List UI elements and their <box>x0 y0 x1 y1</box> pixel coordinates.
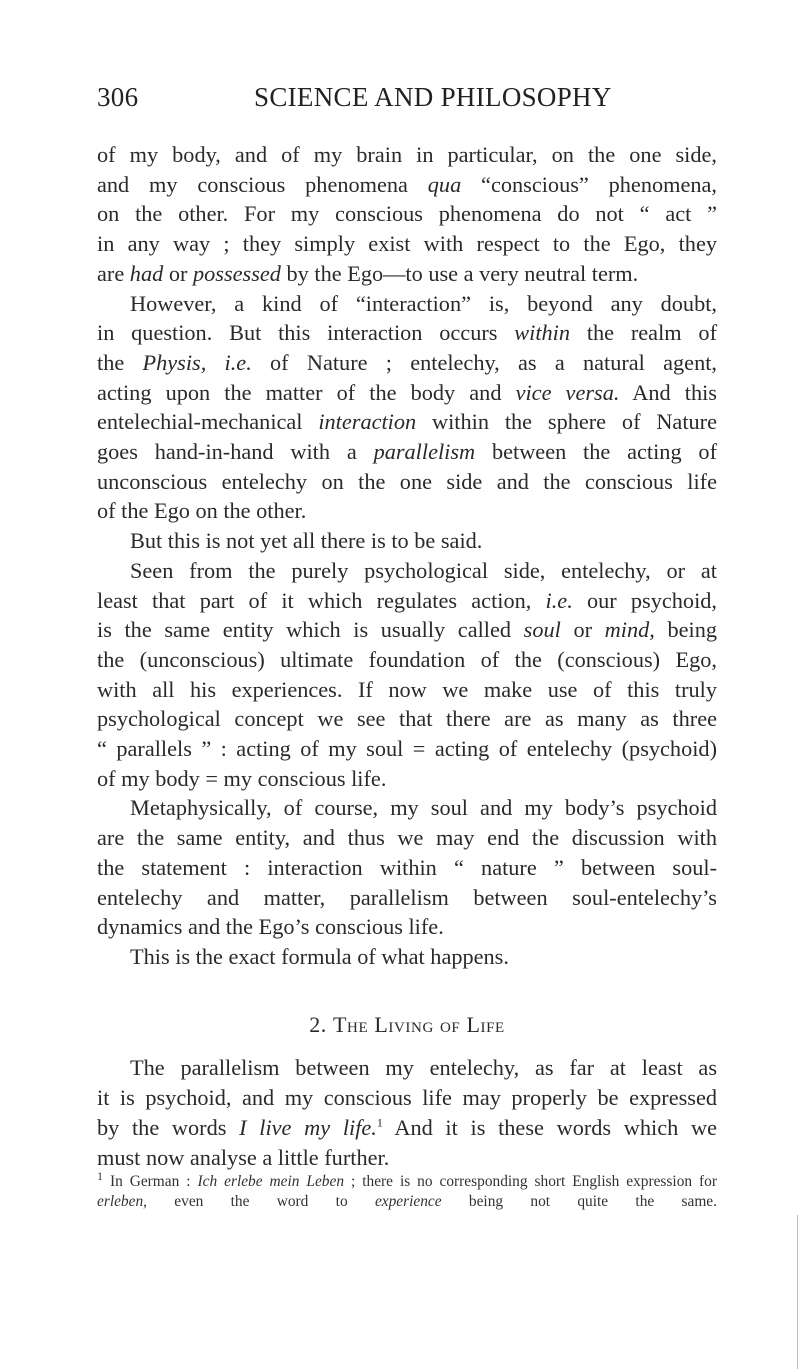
page-body <box>97 140 717 1212</box>
italic-text: erleben, <box>97 1193 147 1211</box>
text-line <box>97 348 717 378</box>
text-run: or <box>163 260 193 286</box>
text-run: of my body, and of my brain in particular, on the one side, <box>97 142 717 167</box>
text-run: the (unconscious) ultimate foundation of the (conscious) Ego, <box>97 646 717 672</box>
text-line <box>97 140 717 170</box>
text-run: by the Ego—to use a very neutral term. <box>280 260 639 286</box>
text-line <box>97 259 717 289</box>
text-run: But this is not yet all there is to be said. <box>130 528 483 554</box>
text-run: being <box>654 617 718 643</box>
text-run: of the Ego on the other. <box>97 498 307 524</box>
footnote <box>97 1169 717 1212</box>
text-line <box>97 318 717 348</box>
text-line <box>97 734 717 764</box>
text-run: is the same entity which is usually called <box>97 617 524 643</box>
text-run: acting upon the matter of the body and <box>97 379 516 405</box>
italic-text: possessed <box>192 260 281 286</box>
text-run: In German : <box>103 1173 198 1191</box>
text-line <box>97 1143 717 1173</box>
body-text-block <box>97 140 717 972</box>
text-line <box>97 675 717 705</box>
text-run: by the words <box>97 1114 240 1140</box>
text-line <box>97 467 717 497</box>
text-run: And it is these words which we <box>382 1114 717 1140</box>
text-run: “ parallels ” : acting of my soul = acting of entelechy (psychoid) <box>97 736 717 762</box>
footnote-marker: 1 <box>97 1169 103 1184</box>
italic-text: i.e. <box>545 587 573 613</box>
text-line <box>97 289 717 319</box>
text-run: unconscious entelechy on the one side and the conscious life <box>97 468 717 494</box>
text-run: dynamics and the Ego’s conscious life. <box>97 914 444 940</box>
text-run: it is psychoid, and my conscious life may properly be expressed <box>97 1085 717 1111</box>
text-line <box>97 526 717 556</box>
text-line <box>97 912 717 942</box>
text-line <box>97 853 717 883</box>
text-line <box>97 883 717 913</box>
section-number: 2. <box>309 1011 327 1037</box>
italic-text: Physis, i.e. <box>142 349 252 375</box>
text-run: And this <box>619 379 717 405</box>
body-text-block-2 <box>97 1053 717 1172</box>
italic-text: experience <box>374 1193 442 1211</box>
text-line <box>97 229 717 259</box>
text-run: with all his experiences. If now we make use of this truly <box>97 676 717 702</box>
text-run: in any way ; they simply exist with respect to the Ego, they <box>97 231 717 257</box>
section-title: The Living of Life <box>333 1011 505 1037</box>
text-run: the statement : interaction within “ nature ” between soul- <box>97 854 717 880</box>
text-line <box>97 704 717 734</box>
text-run: the <box>97 349 143 375</box>
text-run: the realm of <box>570 320 717 346</box>
italic-text: within <box>514 320 571 346</box>
text-run: This is the exact formula of what happens. <box>130 943 509 969</box>
italic-text: qua <box>427 171 462 197</box>
text-run: of Nature ; entelechy, as a natural agent, <box>251 349 717 375</box>
text-line <box>97 407 717 437</box>
text-run: ; there is no corresponding short English expression for <box>344 1173 717 1191</box>
text-line <box>97 1113 717 1143</box>
text-run: are <box>97 260 130 286</box>
italic-text: Ich erlebe mein Leben <box>197 1173 345 1191</box>
text-line <box>97 378 717 408</box>
text-run: are the same entity, and thus we may end the discussion with <box>97 825 717 851</box>
text-run: even the word to <box>147 1193 375 1211</box>
text-line <box>97 1083 717 1113</box>
text-line <box>97 170 717 200</box>
text-run: Seen from the purely psychological side, entelechy, or at <box>130 557 717 583</box>
text-run: entelechial-mechanical <box>97 409 319 435</box>
text-run: in question. But this interaction occurs <box>97 320 515 346</box>
text-line <box>97 942 717 972</box>
text-run: of my body = my conscious life. <box>97 765 387 791</box>
text-run: “conscious” phenomena, <box>461 171 717 197</box>
italic-text: soul <box>523 617 561 643</box>
text-run: must now analyse a little further. <box>97 1144 390 1170</box>
text-line <box>97 556 717 586</box>
text-run: on the other. For my conscious phenomena do not “ act ” <box>97 201 717 227</box>
footnote-marker: 1 <box>376 1115 383 1130</box>
text-line <box>97 586 717 616</box>
text-run: and my conscious phenomena <box>97 171 428 197</box>
text-run: Metaphysically, of course, my soul and my body’s psychoid <box>130 795 717 821</box>
text-run: However, a kind of “interaction” is, beyond any doubt, <box>130 290 717 316</box>
text-run: within the sphere of Nature <box>416 409 717 435</box>
text-line <box>97 437 717 467</box>
text-line <box>97 496 717 526</box>
text-run: goes hand-in-hand with a <box>97 439 374 465</box>
running-title: SCIENCE AND PHILOSOPHY <box>254 82 612 112</box>
page-edge-line <box>797 1215 798 1369</box>
text-run: psychological concept we see that there are as many as three <box>97 706 717 732</box>
text-run: being not quite the same. <box>441 1193 717 1211</box>
italic-text: mind, <box>604 617 655 643</box>
text-run: least that part of it which regulates action, <box>97 587 546 613</box>
italic-text: parallelism <box>373 439 476 465</box>
text-line <box>97 1053 717 1083</box>
page-number: 306 <box>97 82 139 112</box>
text-line <box>97 645 717 675</box>
section-heading <box>97 1010 717 1040</box>
italic-text: had <box>129 260 164 286</box>
text-run: entelechy and matter, parallelism between soul-entelechy’s <box>97 884 717 910</box>
text-line <box>97 615 717 645</box>
text-line <box>97 793 717 823</box>
italic-text: interaction <box>318 409 417 435</box>
italic-text: I live my life. <box>239 1114 377 1140</box>
text-run: or <box>560 617 605 643</box>
text-run: The parallelism between my entelechy, as far at least as <box>130 1055 717 1081</box>
text-line <box>97 823 717 853</box>
text-line <box>97 199 717 229</box>
text-run: between the acting of <box>475 439 717 465</box>
text-run: our psychoid, <box>572 587 717 613</box>
text-line <box>97 764 717 794</box>
italic-text: vice versa. <box>515 379 620 405</box>
